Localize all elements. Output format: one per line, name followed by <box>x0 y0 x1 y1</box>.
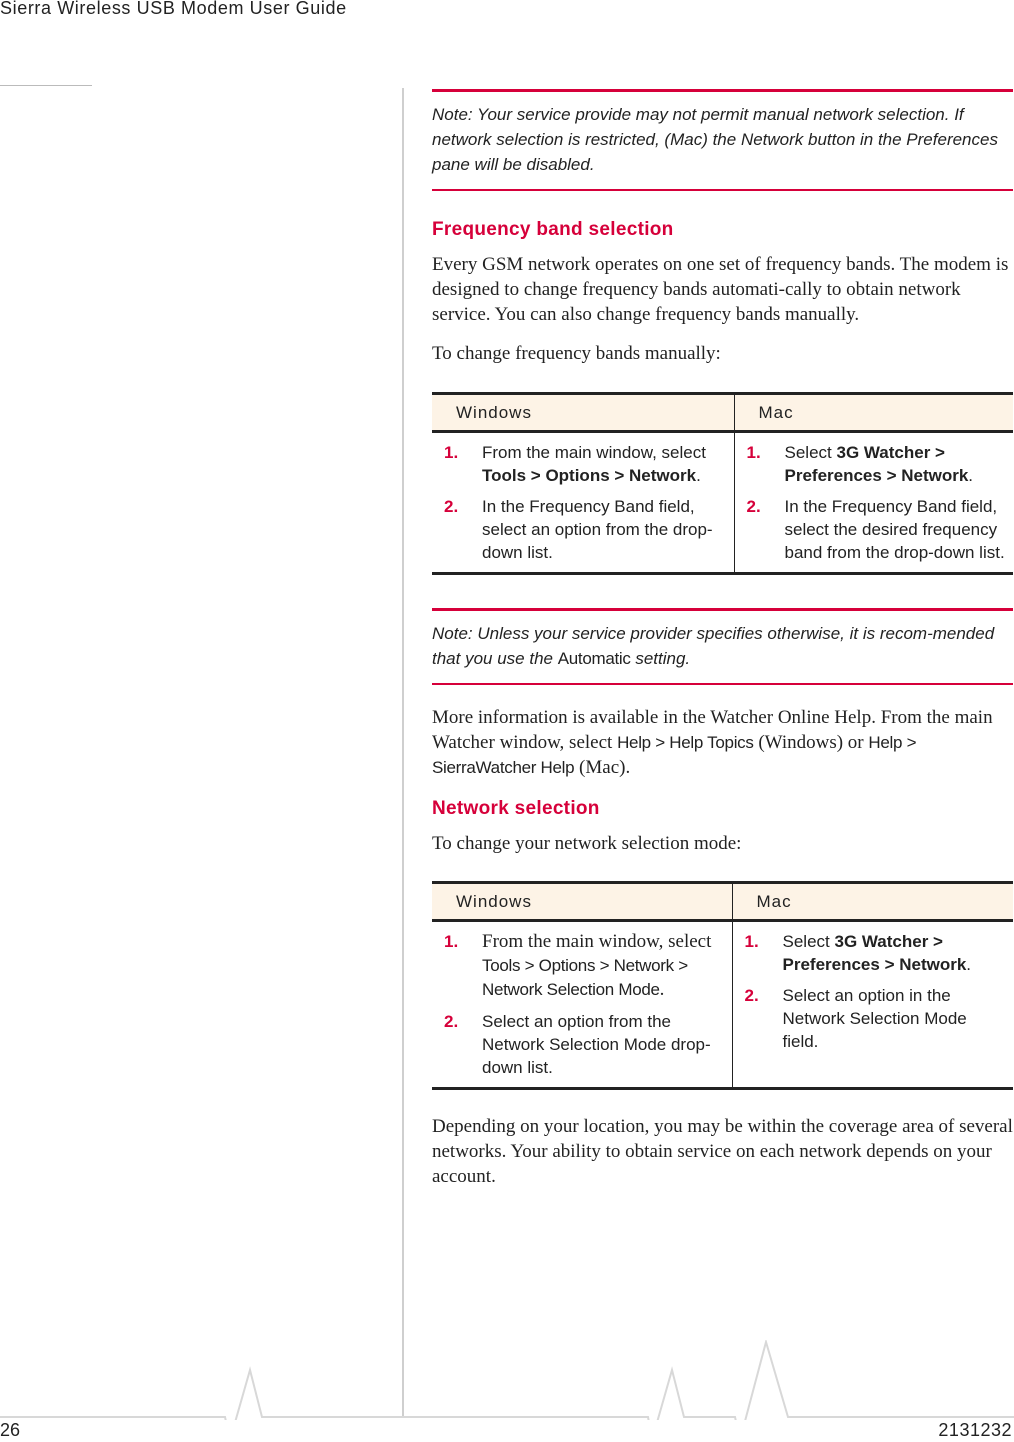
step-number: 2. <box>744 986 759 1005</box>
step-text: From the main window, select Tools > Options > Network > Network Selection Mode. <box>482 931 712 1000</box>
column-header-windows: Windows <box>432 394 734 432</box>
header-rule <box>0 85 92 86</box>
step-text: From the main window, select Tools > Options > Network. <box>482 443 706 485</box>
mac-steps-cell <box>734 432 1013 574</box>
step-number: 2. <box>444 1012 459 1031</box>
main-content <box>432 89 1013 1189</box>
ui-term-sierrawatcher-help: Help > SierraWatcher Help <box>432 733 917 777</box>
step-item <box>747 495 1006 564</box>
ui-term-help-topics: Help > Help Topics <box>617 733 754 752</box>
step-number: 1. <box>444 932 459 951</box>
document-number: 2131232 <box>938 1420 1012 1440</box>
note-network-restriction <box>432 89 1013 191</box>
step-number: 2. <box>444 497 459 516</box>
menu-path: 3G Watcher > Preferences > Network <box>782 932 967 974</box>
running-header: Sierra Wireless USB Modem User Guide <box>0 0 347 18</box>
note-text: Note: Your service provide may not permit manual network selection. If network selection is restricted, (Mac) the Network button in the Preferences pane will be disabled. <box>432 105 998 174</box>
note-automatic-setting: Note: Unless your service provider specifies otherwise, it is recom-mended that you use the Automatic setting. <box>432 608 1013 685</box>
step-item <box>444 1010 724 1079</box>
margin-rule <box>402 88 404 1418</box>
step-number: 2. <box>746 497 761 516</box>
menu-path: 3G Watcher > Preferences > Network <box>784 443 969 485</box>
section-heading-frequency: Frequency band selection <box>432 219 674 240</box>
step-text: In the Frequency Band field, select an option from the drop-down list. <box>482 497 713 562</box>
step-item <box>745 984 1006 1053</box>
step-text: Select 3G Watcher > Preferences > Network. <box>784 443 974 485</box>
page-number: 26 <box>0 1420 21 1440</box>
step-item <box>444 441 726 487</box>
frequency-steps-table <box>432 392 1013 575</box>
menu-path: Tools > Options > Network <box>482 466 697 485</box>
windows-steps-cell <box>432 432 734 574</box>
step-text: Select an option from the Network Selection Mode drop-down list. <box>482 1012 711 1077</box>
step-item <box>444 495 726 564</box>
step-item <box>745 930 1006 976</box>
section-heading-network: Network selection <box>432 798 600 819</box>
mac-steps-cell <box>732 921 1013 1089</box>
frequency-instruction: To change frequency bands manually: <box>432 343 721 364</box>
step-text: In the Frequency Band field, select the desired frequency band from the drop-down list. <box>784 497 1005 562</box>
footer-signal-line <box>0 1340 1014 1420</box>
more-info-paragraph: More information is available in the Watcher Online Help. From the main Watcher window, select Help > Help Topics (Windows) or Help > SierraWatcher Help (Mac). <box>432 707 993 778</box>
step-number: 1. <box>744 932 759 951</box>
step-item <box>444 930 724 1002</box>
network-instruction: To change your network selection mode: <box>432 833 742 854</box>
step-number: 1. <box>746 443 761 462</box>
network-steps-table <box>432 881 1013 1090</box>
windows-steps-cell <box>432 921 732 1089</box>
column-header-mac: Mac <box>732 883 1013 921</box>
column-header-mac: Mac <box>734 394 1013 432</box>
step-text: Select an option in the Network Selection Mode field. <box>782 986 967 1051</box>
ui-term-automatic: Automatic <box>557 649 631 668</box>
step-text: Select 3G Watcher > Preferences > Network. <box>782 932 972 974</box>
column-header-windows: Windows <box>432 883 732 921</box>
step-number: 1. <box>444 443 459 462</box>
menu-path: Tools > Options > Network > Network Selection Mode <box>482 956 688 999</box>
step-item <box>747 441 1006 487</box>
closing-paragraph: Depending on your location, you may be within the coverage area of several networks. Your ability to obtain service on each network depends on your account. <box>432 1116 1013 1187</box>
frequency-intro: Every GSM network operates on one set of frequency bands. The modem is designed to change frequency bands automati-cally to obtain network service. You can also change frequency bands manually. <box>432 254 1009 325</box>
